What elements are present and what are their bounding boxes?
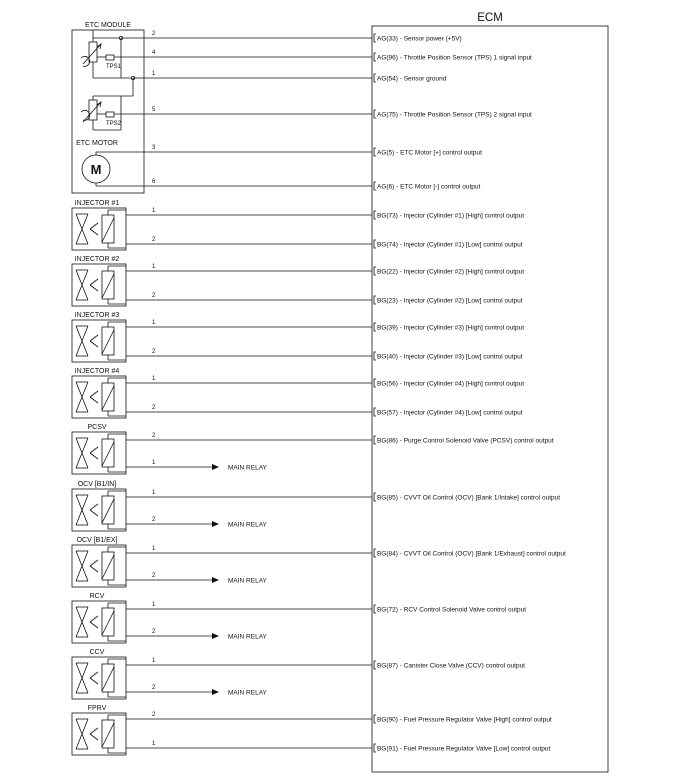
ecm-pin-label: BG(40) - Injector (Cylinder #3) [Low] control output: [377, 353, 523, 361]
ecm-connector-bracket: [374, 661, 376, 669]
main-relay-label: MAIN RELAY: [228, 689, 267, 697]
ecm-pin-label: AG(6) - ETC Motor [-] control output: [377, 183, 481, 191]
ecm-pin-label: AG(96) - Throttle Position Sensor (TPS) 1 signal input: [377, 54, 532, 62]
ecm-pin-label: AG(33) - Sensor power (+5V): [377, 35, 462, 43]
ecm-connector-bracket: [374, 715, 376, 723]
ecm-connector-bracket: [374, 182, 376, 190]
arrow-right-icon: [212, 633, 219, 639]
ecm-pin-label: BG(39) - Injector (Cylinder #3) [High] control output: [377, 324, 525, 332]
etc-module-box: [72, 30, 144, 193]
component-name: FPRV: [87, 705, 107, 712]
solenoid-symbol: [72, 545, 126, 587]
ecm-pin-label: BG(87) - Canister Close Valve (CCV) control output: [377, 662, 525, 670]
pin-number: 1: [152, 460, 156, 466]
ecm-pin-label: AG(5) - ETC Motor [+] control output: [377, 149, 482, 157]
solenoid-symbol: [72, 320, 126, 362]
pin-number: 1: [152, 546, 156, 552]
component-name: CCV: [89, 649, 105, 656]
pin-number: 4: [152, 50, 156, 56]
solenoid-symbol: [72, 264, 126, 306]
ecm-pin-label: AG(54) - Sensor ground: [377, 75, 447, 83]
ecm-pin-label: BG(85) - CVVT Oil Control (OCV) [Bank 1/Intake] control output: [377, 494, 561, 502]
tps1-sensor: [81, 30, 144, 78]
arrow-right-icon: [212, 464, 219, 470]
ecm-connector-bracket: [374, 323, 376, 331]
main-relay-label: MAIN RELAY: [228, 577, 267, 585]
pin-number: 1: [152, 71, 156, 77]
ecm-connector-bracket: [374, 110, 376, 118]
ecm-box: [372, 26, 608, 772]
ecm-connector-bracket: [374, 211, 376, 219]
component-name: OCV [B1/EX]: [76, 537, 118, 544]
components: [72, 200, 126, 755]
component-name: OCV [B1/IN]: [77, 481, 117, 488]
solenoid-symbol: [72, 657, 126, 699]
ecm-connector-bracket: [374, 296, 376, 304]
pin-number: 2: [152, 405, 156, 411]
component-name: PCSV: [87, 424, 107, 431]
ecm-connector-bracket: [374, 74, 376, 82]
component-name: INJECTOR #2: [74, 256, 120, 263]
pin-number: 1: [152, 208, 156, 214]
solenoid-symbol: [72, 376, 126, 418]
ecm-connector-bracket: [374, 549, 376, 557]
ecm-block: [372, 12, 608, 772]
ecm-connector-bracket: [374, 34, 376, 42]
pin-number: 2: [152, 293, 156, 299]
component-name: INJECTOR #4: [74, 368, 120, 375]
etc-motor: [82, 152, 144, 186]
solenoid-symbol: [72, 713, 126, 755]
ecm-pin-label: BG(23) - Injector (Cylinder #2) [Low] control output: [377, 297, 523, 305]
pin-number: 1: [152, 320, 156, 326]
solenoid-symbol: [72, 489, 126, 531]
ecm-pin-label: BG(91) - Fuel Pressure Regulator Valve [Low] control output: [377, 745, 551, 753]
ecm-connector-bracket: [374, 744, 376, 752]
ecm-connector-bracket: [374, 436, 376, 444]
etc-module-title: ETC MODULE: [85, 22, 131, 29]
pin-number: 2: [152, 433, 156, 439]
ecm-pin-label: AG(75) - Throttle Position Sensor (TPS) 2 signal input: [377, 111, 532, 119]
ecm-pin-label: BG(73) - Injector (Cylinder #1) [High] control output: [377, 212, 525, 220]
tps2-sensor: [81, 76, 144, 130]
ecm-connector-bracket: [374, 352, 376, 360]
ecm-pin-label: BG(22) - Injector (Cylinder #2) [High] control output: [377, 268, 525, 276]
ecm-pin-label: BG(86) - Purge Control Solenoid Valve (PCSV) control output: [377, 437, 554, 445]
solenoid-symbol: [72, 432, 126, 474]
main-relay-label: MAIN RELAY: [228, 633, 267, 641]
ecm-connector-bracket: [374, 605, 376, 613]
pin-number: 5: [152, 107, 156, 113]
solenoid-symbol: [72, 601, 126, 643]
pin-number: 1: [152, 658, 156, 664]
ecm-pin-label: BG(56) - Injector (Cylinder #4) [High] control output: [377, 380, 525, 388]
pin-number: 2: [152, 237, 156, 243]
pin-number: 1: [152, 602, 156, 608]
pin-number: 1: [152, 264, 156, 270]
ecm-pin-label: BG(90) - Fuel Pressure Regulator Valve [High] control output: [377, 716, 552, 724]
ecm-connector-bracket: [374, 408, 376, 416]
pin-number: 6: [152, 179, 156, 185]
solenoid-symbol: [72, 208, 126, 250]
ecm-connector-bracket: [374, 240, 376, 248]
main-relay-label: MAIN RELAY: [228, 521, 267, 529]
pin-number: 1: [152, 490, 156, 496]
pin-number: 2: [152, 517, 156, 523]
pin-number: 2: [152, 573, 156, 579]
pin-number: 3: [152, 145, 156, 151]
pin-number: 2: [152, 31, 156, 37]
pin-number: 2: [152, 712, 156, 718]
pin-number: 2: [152, 685, 156, 691]
ecm-pin-label: BG(57) - Injector (Cylinder #4) [Low] control output: [377, 409, 523, 417]
arrow-right-icon: [212, 521, 219, 527]
component-name: RCV: [89, 593, 105, 600]
pin-number: 2: [152, 629, 156, 635]
arrow-right-icon: [212, 689, 219, 695]
tps1-label: TPS1: [106, 64, 122, 70]
arrow-right-icon: [212, 577, 219, 583]
pin-number: 1: [152, 741, 156, 747]
ecm-connector-bracket: [374, 53, 376, 61]
etc-module-group: [72, 22, 144, 193]
ecm-connector-bracket: [374, 493, 376, 501]
pin-number: 2: [152, 349, 156, 355]
component-name: INJECTOR #1: [74, 200, 120, 207]
ecm-title: ECM: [477, 12, 503, 24]
component-name: INJECTOR #3: [74, 312, 120, 319]
ecm-connector-bracket: [374, 379, 376, 387]
ecm-pin-label: BG(84) - CVVT Oil Control (OCV) [Bank 1/Exhaust] control output: [377, 550, 566, 558]
wires: [126, 31, 566, 753]
ecm-pin-label: BG(74) - Injector (Cylinder #1) [Low] control output: [377, 241, 523, 249]
etc-motor-title: ETC MOTOR: [76, 140, 118, 147]
pin-number: 1: [152, 376, 156, 382]
ecm-pin-label: BG(72) - RCV Control Solenoid Valve control output: [377, 606, 527, 614]
motor-symbol: M: [90, 162, 102, 177]
tps2-label: TPS2: [106, 121, 122, 127]
ecm-connector-bracket: [374, 148, 376, 156]
main-relay-label: MAIN RELAY: [228, 464, 267, 472]
ecm-connector-bracket: [374, 267, 376, 275]
